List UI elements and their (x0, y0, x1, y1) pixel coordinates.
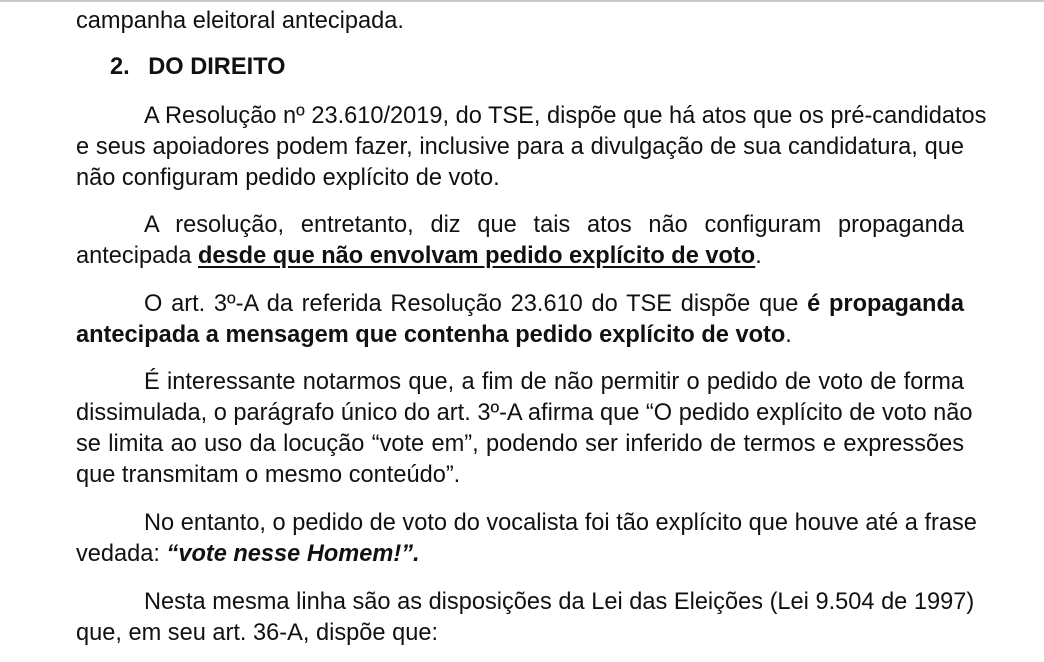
paragraph-4-line-1: É interessante notarmos que, a fim de não permitir o pedido de voto de forma (144, 369, 964, 395)
paragraph-6-line-2: que, em seu art. 36-A, dispõe que: (76, 620, 438, 646)
paragraph-2-line-1: A resolução, entretanto, diz que tais atos não configuram propaganda (144, 212, 964, 238)
paragraph-2-line-2 (76, 241, 964, 272)
paragraph-5-quote: “vote nesse Homem!”. (166, 541, 420, 567)
paragraph-3-text: O art. 3º-A da referida Resolução 23.610 do TSE dispõe que (144, 291, 808, 317)
paragraph-3-emphasis-b: antecipada a mensagem que contenha pedido explícito de voto (76, 322, 786, 348)
paragraph-5-text: vedada: (76, 541, 167, 567)
paragraph-2-text: antecipada (76, 243, 199, 269)
paragraph-5-line-1: No entanto, o pedido de voto do vocalista foi tão explícito que houve até a frase (144, 510, 977, 536)
paragraph-4-line-2: dissimulada, o parágrafo único do art. 3º-A afirma que “O pedido explícito de voto não (76, 400, 973, 426)
section-heading (110, 52, 285, 83)
paragraph-3-period: . (785, 322, 792, 348)
section-title: DO DIREITO (148, 54, 286, 80)
paragraph-1-line-1: A Resolução nº 23.610/2019, do TSE, dispõe que há atos que os pré-candidatos (144, 103, 987, 129)
paragraph-4-line-4: que transmitam o mesmo conteúdo”. (76, 462, 461, 488)
paragraph-1-line-3: não configuram pedido explícito de voto. (76, 165, 500, 191)
paragraph-4-line-3: se limita ao uso da locução “vote em”, podendo ser inferido de termos e expressões (76, 431, 964, 457)
section-number: 2. (110, 54, 130, 80)
paragraph-3-line-2 (76, 320, 964, 351)
paragraph-2-emphasis: desde que não envolvam pedido explícito de voto (198, 243, 756, 269)
paragraph-1-line-2: e seus apoiadores podem fazer, inclusive para a divulgação de sua candidatura, que (76, 134, 964, 160)
paragraph-3-line-1 (144, 289, 964, 320)
paragraph-5-line-2 (76, 539, 964, 570)
paragraph-6-line-1: Nesta mesma linha são as disposições da Lei das Eleições (Lei 9.504 de 1997) (144, 589, 975, 615)
paragraph-tail: campanha eleitoral antecipada. (76, 8, 404, 34)
paragraph-3-emphasis-a: é propaganda (807, 291, 964, 317)
paragraph-2-period: . (755, 243, 762, 269)
